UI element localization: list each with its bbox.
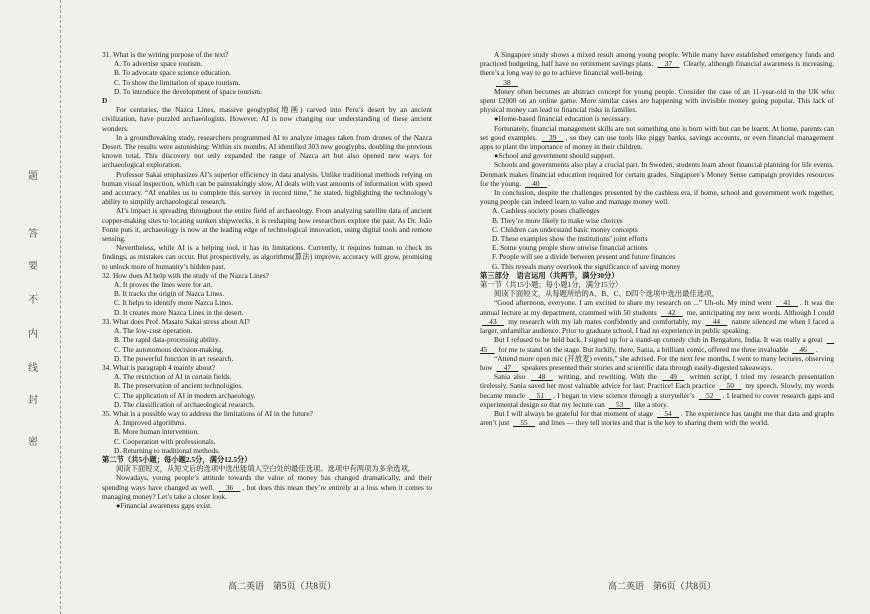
blank-49[interactable]: 49 [662, 372, 685, 382]
bullet-heading: ●Financial awareness gaps exist. [116, 500, 212, 510]
page-footer-right: 高二英语 第6页（共8页） [608, 581, 717, 591]
margin-char: 答 [28, 229, 38, 240]
option: A. It proves the lines were for art. [114, 280, 213, 290]
paragraph [480, 78, 834, 87]
paragraph [480, 298, 834, 335]
blank-55[interactable]: 55 [513, 418, 535, 428]
text: for me to stand on the stage. But luckily, there, Sania, a brilliant comic, offered me three invaluable [496, 344, 791, 354]
text: “Good afternoon, everyone. I am excited to share my research on ...” Uh-oh. My mind went [494, 298, 775, 308]
text: But I refused to be held back. I signed up for a stand-up comedy club in Bengaluru, India. It was really a great [494, 335, 825, 345]
question-32-stem: 32. How does AI help with the study of the Nazca Lines? [102, 270, 269, 280]
text: speakers presented their stories and scientific data through easily-digested takeaways. [520, 362, 773, 372]
text: and lines — they tell stories and that is the key to sharing them with the world. [536, 418, 769, 428]
text: , but does this mean they’re entirely at a loss when it comes to managing money? Let’s take a closer look. [102, 482, 432, 501]
page-footer-left: 高二英语 第5页（共8页） [228, 581, 337, 591]
margin-char: 封 [28, 395, 38, 406]
option: D. Returning to traditional methods. [114, 445, 220, 455]
text: like a story. [632, 399, 669, 409]
text: Clearly, although financial awareness is increasing, there’s a long way to go to achieve financial well-being. [480, 59, 834, 78]
option: D. The classification of archaeological research. [114, 399, 255, 409]
option: B. To advocate space science education. [114, 68, 232, 78]
option: C. The application of AI in modern archaeology. [114, 390, 256, 400]
margin-char: 不 [28, 295, 38, 306]
blank-52[interactable]: 52 [698, 390, 721, 400]
blank-50[interactable]: 50 [719, 381, 742, 391]
left-column [102, 50, 432, 510]
option: B. More human intervention. [114, 427, 199, 437]
text: me, anticipating my next words. Although I could [684, 307, 834, 317]
blank-51[interactable]: 51 [529, 390, 552, 400]
paragraph [480, 124, 834, 152]
question-33-stem: 33. What does Prof. Masato Sakai stress about AI? [102, 316, 250, 326]
blank-40[interactable]: 40 [524, 178, 547, 188]
paragraph: Nevertheless, while AI is a helping tool, it has its limitations. Currently, it requires human to check its findings, as mistakes can occur. But prospectively, as algorithms(算法) improve, accuracy will grow, promising to unlock more of humanity’s hidden past. [102, 243, 432, 271]
margin-char: 内 [28, 329, 38, 340]
paragraph: For centuries, the Nazca Lines, massive geoglyphs(地画) carved into Peru’s desert by an ancient civilization, have puzzled archaeologists. However, AI is now changing our understanding of these ancient wonders. [102, 105, 432, 133]
blank-48[interactable]: 48 [530, 372, 553, 382]
text: . The experience has taught me that data and graphs aren’t just [480, 408, 835, 428]
paragraph: Money often becomes an abstract concept for young people. Consider the case of an 11-year-old in the UK who spent £2000 on an online game. More similar cases are happening with invisible money going popular. This lack of physical money can lead to financial risks in families. [480, 86, 834, 115]
margin-char: 要 [28, 261, 38, 272]
option: D. The powerful function in art research. [114, 353, 234, 363]
binding-margin [0, 0, 61, 614]
section-2-title: 第二节（共5小题；每小题2.5分，满分12.5分） [102, 454, 252, 464]
text: my research with my lab mates confidently and comfortably, my [505, 316, 704, 326]
blank-53[interactable]: 53 [608, 399, 631, 409]
option: D. To introduce the development of space tourism. [114, 86, 262, 96]
text: Nowadays, young people’s attitude towards the value of money has changed dramatically, and their spending ways have changed as well. [102, 473, 432, 492]
passage-d-label: D [102, 96, 108, 106]
paragraph: In conclusion, despite the challenges presented by the cashless era, if home, school and government work together, young people can indeed learn to value and manage money well. [480, 188, 834, 207]
blank-39[interactable]: 39 [541, 132, 564, 142]
text: nature silenced me when I faced a larger, unfamiliar audience. Prior to graduate school, I had no experience in public speaking. [480, 316, 835, 336]
text: . I began to view science through a storyteller’s [553, 390, 697, 400]
section-1-title: 第一节（共15小题；每小题1分，满分15分） [480, 280, 623, 290]
text: . It was the annual lecture at my department, crammed with 50 students [480, 298, 834, 317]
option: C. It helps to identify more Nazca Lines. [114, 298, 233, 308]
text: Sania also [494, 372, 529, 382]
paragraph [480, 354, 834, 372]
text: But I will always be grateful for that moment of stage [494, 408, 656, 418]
option: A. The low-cost operation. [114, 326, 193, 336]
text: writing, and rewriting. With the [554, 372, 661, 382]
text: my speech. Slowly, my words became muscle [480, 381, 835, 400]
blank-47[interactable]: 47 [496, 362, 519, 372]
bullet-heading: ●School and government should support. [494, 151, 615, 161]
option: C. Cooperation with professionals. [114, 436, 216, 446]
blank-54[interactable]: 54 [657, 408, 679, 418]
option: F. People will see a divide between present and future finances [492, 252, 676, 262]
option: D. It creates more Nazca Lines in the desert. [114, 307, 244, 317]
option: A. Cashless society poses challenges [492, 206, 600, 216]
paragraph [480, 50, 834, 78]
text: written script, I tried my research presentation tirelessly. Sania saved her most valuable advice for last: Practice! Each practice [480, 372, 834, 391]
option: B. It tracks the origin of Nazca Lines. [114, 289, 225, 299]
paragraph [480, 160, 834, 188]
option: A. To advertise space tourism. [114, 59, 203, 69]
blank-41[interactable]: 41 [776, 298, 799, 308]
paragraph: In a groundbreaking study, researchers programmed AI to analyze images taken from drones of the Nazca Desert. The results were astonishing: Within six months, AI identified 303 new geoglyphs, doubling the previous known total. This discovery not only expanded the range of Nazca art but also opened new ways for archaeological exploration. [102, 132, 432, 170]
paragraph: AI’s impact is spreading throughout the entire field of archaeology. From analyzing satellite data of ancient copper-making sites to locating sunken shipwrecks, it is reshaping how researchers explore the past. As Dr. João Fonte puts it, archaeology is now at the leading edge of technological innovation, using digital tools and remote sensing. [102, 206, 432, 244]
blank-43[interactable]: 43 [482, 316, 504, 326]
option: C. The autonomous decision-making. [114, 344, 224, 354]
option: B. The preservation of ancient technologies. [114, 381, 243, 391]
text: Schools and governments also play a crucial part. In Sweden, students learn about financial planning for life events. Denmark makes financial education required for certain grades. Singapore’s Money Sense campaign provides resources for the young. [480, 160, 834, 188]
blank-46[interactable]: 46 [792, 344, 815, 354]
option: D. These examples show the institutions’ joint efforts [492, 234, 648, 244]
margin-char: 题 [28, 171, 38, 182]
question-34-stem: 34. What is paragraph 4 mainly about? [102, 362, 216, 372]
option: C. To show the limitation of space tourism. [114, 77, 241, 87]
question-31-stem: 31. What is the writing purpose of the text? [102, 50, 229, 59]
option: A. The restriction of AI in certain fields. [114, 372, 232, 382]
blank-38[interactable]: 38 [496, 77, 518, 87]
option: E. Some young people show unwise financial actions [492, 243, 648, 253]
option: G. This reveals many overlook the significance of saving money [492, 261, 681, 271]
margin-char: 密 [28, 437, 38, 448]
question-35-stem: 35. What is a possible way to address the limitations of AI in the future? [102, 408, 313, 418]
text: . I learned to cover research gaps and experimental design so that my lecture can [480, 390, 834, 409]
margin-char: 线 [28, 363, 38, 374]
blank-37[interactable]: 37 [657, 59, 680, 69]
blank-44[interactable]: 44 [705, 316, 728, 326]
option: A. Improved algorithms. [114, 418, 187, 428]
text: . [548, 178, 551, 188]
paragraph: Professor Sakai emphasizes AI’s superior efficiency in data analysis. Unlike traditional methods relying on human visual inspection, which can be painstakingly slow, AI deals with vast amounts of information with speed and accuracy. “AI enables us to complete this survey in record time,” he stated, highlighting the technology’s ability to simplify archaeological research. [102, 169, 432, 207]
part-3-title: 第三部分 语言运用（共两节，满分30分） [480, 270, 619, 280]
text: Fortunately, financial management skills are not something one is born with but can be learnt. At home, parents can set good examples. [480, 123, 834, 142]
paragraph [480, 372, 834, 409]
option: B. The rapid data-processing ability. [114, 335, 220, 345]
text: , so they can use tools like piggy banks, savings accounts, or even financial management apps to plant the importance of money in their children. [480, 132, 834, 152]
bullet-heading: ●Home-based financial education is necessary. [494, 114, 632, 124]
blank-45[interactable]: 45 [480, 335, 834, 354]
paragraph [480, 409, 834, 427]
section-1-instructions: 阅读下面短文，从每题所给的A、B、C、D四个选项中选出最佳选项。 [494, 289, 719, 299]
option: B. They’re more likely to make wise choices [492, 215, 623, 225]
text: “Attend more open mic (开放麦) events,” she advised. For the next few months, I went to many lectures, observing how [480, 353, 834, 372]
blank-42[interactable]: 42 [660, 307, 683, 317]
paragraph [102, 473, 432, 501]
text: . [816, 344, 818, 354]
blank-36[interactable]: 36 [218, 482, 241, 492]
option: C. Children can understand basic money concepts [492, 224, 638, 234]
right-column [480, 50, 834, 427]
text: A Singapore study shows a mixed result among young people. While many have established emergency funds and practiced budgeting, half have no retirement savings plans. [480, 50, 834, 69]
section-2-instructions: 阅读下面短文，从短文后的选项中选出能填入空白处的最佳选项。选项中有两项为多余选项。 [116, 464, 416, 474]
paragraph [480, 335, 834, 353]
